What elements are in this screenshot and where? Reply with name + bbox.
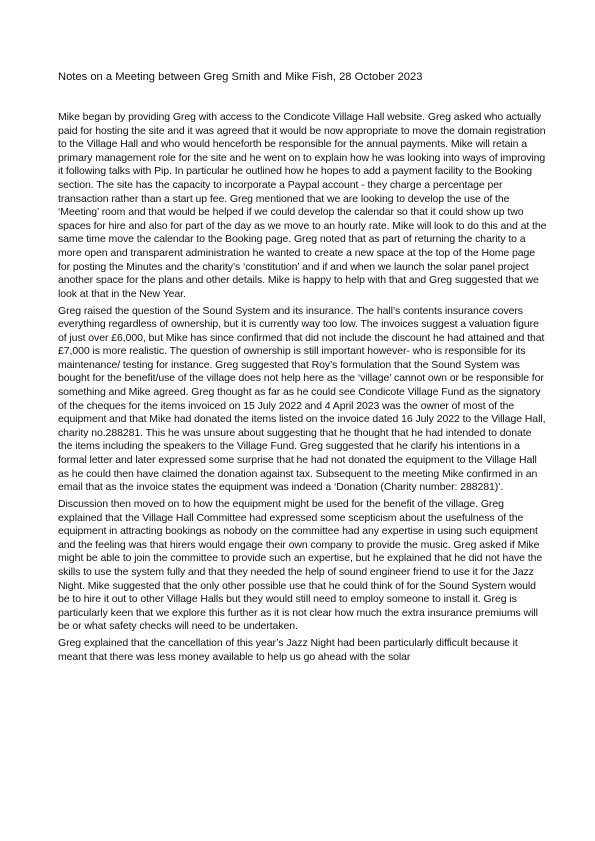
paragraph-jazz-night: Greg explained that the cancellation of this year’s Jazz Night had been particularly difficult because it meant that there was less money available to help us go ahead with the solar — [58, 637, 518, 663]
paragraph-sound-system-insurance: Greg raised the question of the Sound System and its insurance. The hall’s contents insurance covers everything regardless of ownership, but it is currently way too low. The invoices suggest a valuation figure of just over £6,000, but Mike has since confirmed that did not include the discount he had attained and that £7,000 is more realistic. The question of ownership is still important however- who is responsible for its maintenance/ testing for instance. Greg suggested that Roy’s formulation that the Sound System was bought for the benefit/use of the village does not help here as the ‘village’ cannot own or be responsible for something and Mike agreed. Greg thought as far as he could see Condicote Village Fund as the signatory of the cheques for the items invoiced on 15 July 2022 and 4 April 2023 was the owner of most of the equipment and that Mike had donated the items listed on the invoice dated 16 July 2022 to the Village Hall, charity no.288281. This he was unsure about suggesting that he thought that he had intended to donate the items including the speakers to the Village Fund. Greg suggested that he clarify his intentions in a formal letter and later expressed some surprise that he had not donated the equipment to the Village Hall as he could then have claimed the donation against tax. Subsequent to the meeting Mike confirmed in an email that as the invoice states the equipment was indeed a ‘Donation (Charity number: 288281)’. — [58, 304, 546, 494]
document-body — [58, 111, 548, 668]
document-title: Notes on a Meeting between Greg Smith and Mike Fish, 28 October 2023 — [58, 71, 423, 83]
paragraph-website: Mike began by providing Greg with access to the Condicote Village Hall website. Greg asked who actually paid for hosting the site and it was agreed that it would be now appropriate to move the domain registration to the Village Hall and who would henceforth be responsible for the annual payments. Mike will retain a primary management role for the site and he went on to explain how he was looking into ways of improving it following talks with Pip. In particular he outlined how he hopes to add a payment facility to the Booking section. The site has the capacity to incorporate a Paypal account - they charge a percentage per transaction rather than a start up fee. Greg mentioned that we are looking to develop the use of the ‘Meeting’ room and that would be helped if we could develop the calendar so that it could show up two spaces for hire and also for part of the day as we move to an hourly rate. Mike will look to do this and at the same time move the calendar to the Booking page. Greg noted that as part of returning the charity to a more open and transparent administration he wanted to create a new space at the top of the Home page for posting the Minutes and the charity’s ‘constitution’ and if and when we launch the solar panel project another space for the plans and other details. Mike is happy to help with that and Greg suggested that we look at that in the New Year. — [58, 111, 547, 300]
paragraph-equipment-use: Discussion then moved on to how the equipment might be used for the benefit of the village. Greg explained that the Village Hall Committee had expressed some scepticism about the usefulness of the equipment in attracting bookings as nobody on the committee had any expertise in using such equipment and the feeling was that hirers would engage their own company to provide the music. Greg asked if Mike might be able to join the committee to provide such an expertise, but he explained that he did not have the skills to use the system fully and that they needed the help of sound engineer friend to use it for the Jazz Night. Mike suggested that the only other possible use that he could think of for the Sound System would be to hire it out to other Village Halls but they would still need to employ someone to install it. Greg is particularly keen that we explore this further as it is not clear how much the extra insurance premiums will be or what safety checks will need to be undertaken. — [58, 498, 543, 633]
